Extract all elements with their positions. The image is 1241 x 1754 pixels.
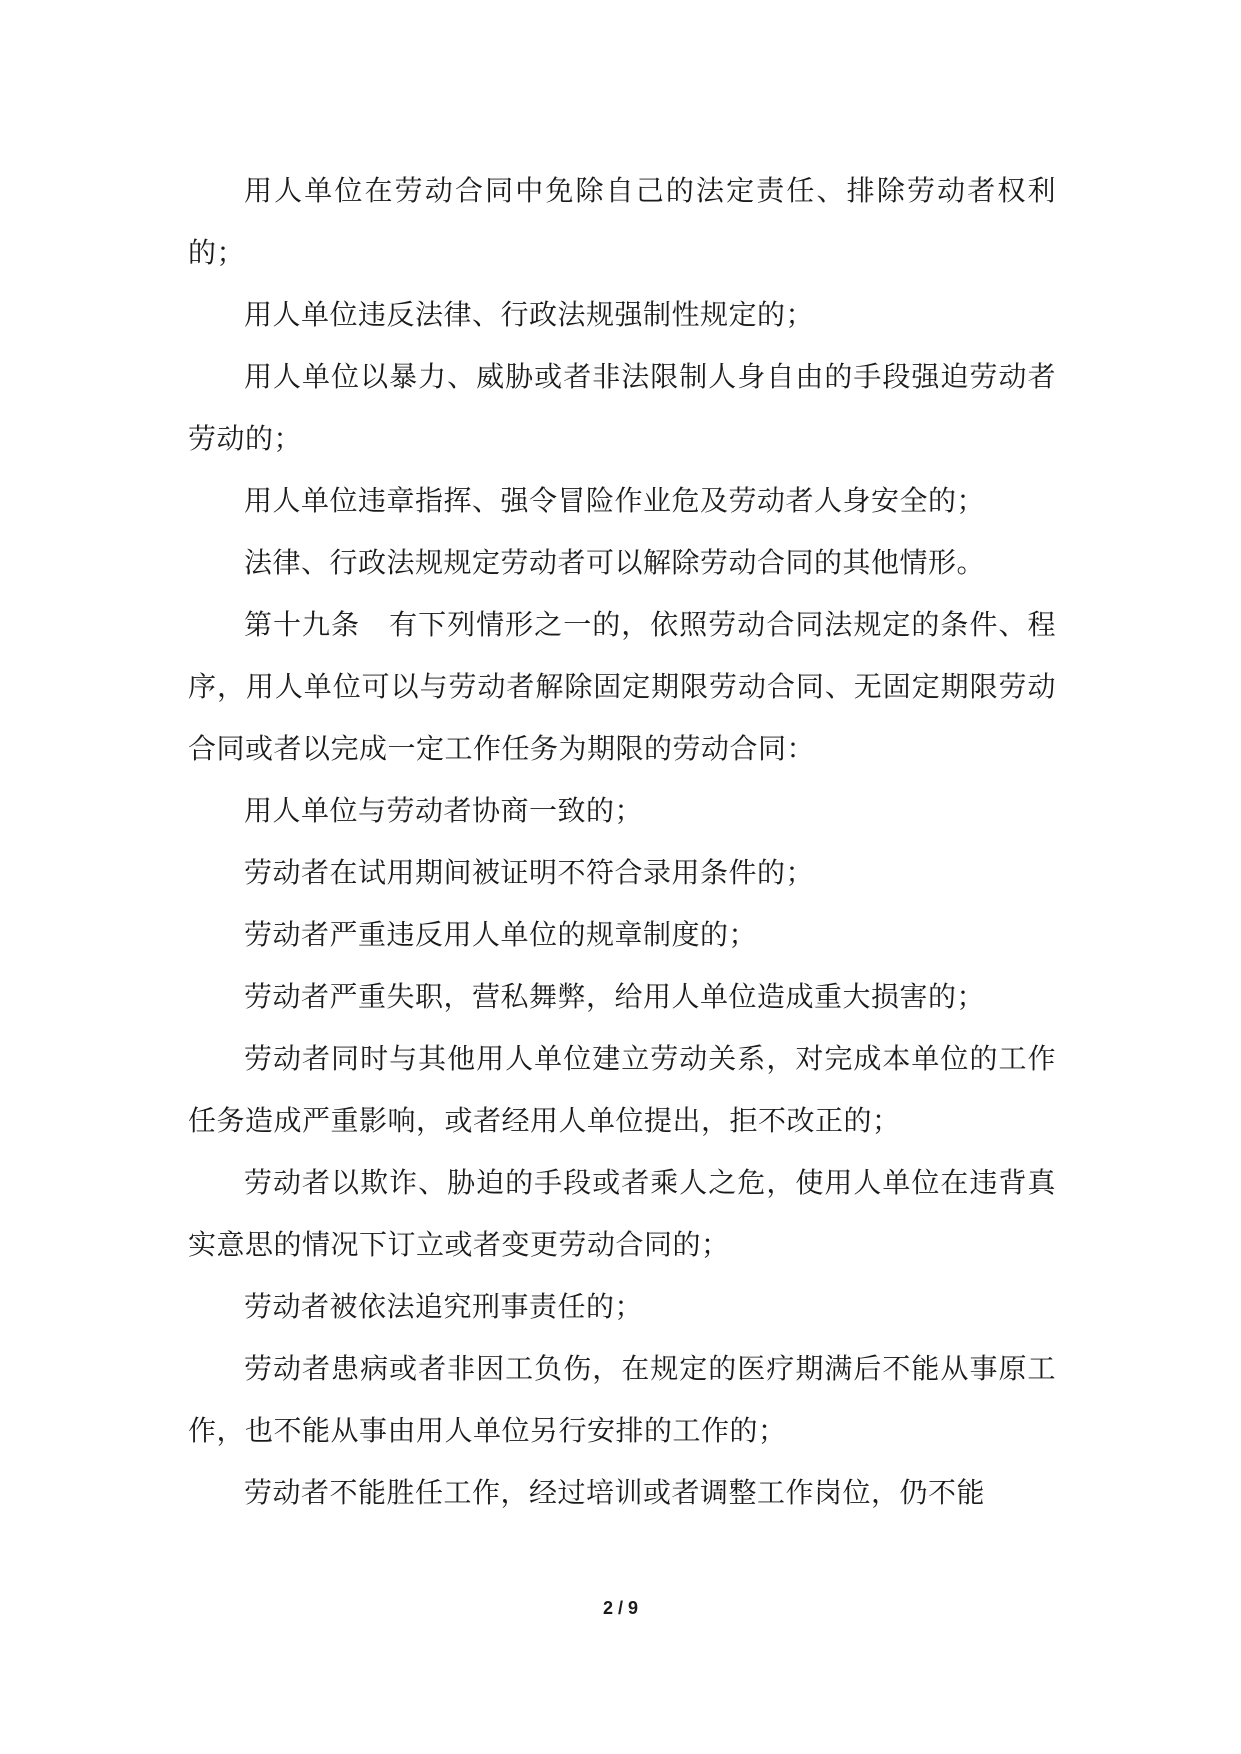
paragraph: 劳动者以欺诈、胁迫的手段或者乘人之危，使用人单位在违背真实意思的情况下订立或者变更劳动合同的； (188, 1166, 1056, 1261)
paragraph: 劳动者在试用期间被证明不符合录用条件的； (244, 856, 815, 889)
paragraph: 劳动者严重失职，营私舞弊，给用人单位造成重大损害的； (244, 980, 986, 1013)
article-paragraph: 第十九条 有下列情形之一的，依照劳动合同法规定的条件、程序，用人单位可以与劳动者解除固定期限劳动合同、无固定期限劳动合同或者以完成一定工作任务为期限的劳动合同： (188, 608, 1056, 765)
paragraph: 劳动者患病或者非因工负伤，在规定的医疗期满后不能从事原工作，也不能从事由用人单位另行安排的工作的； (188, 1352, 1056, 1447)
paragraph: 用人单位以暴力、威胁或者非法限制人身自由的手段强迫劳动者劳动的； (188, 360, 1056, 455)
paragraph: 用人单位违反法律、行政法规强制性规定的； (244, 298, 815, 331)
page-number: 2 / 9 (602, 1598, 639, 1618)
document-body (188, 160, 1056, 1524)
paragraph: 劳动者同时与其他用人单位建立劳动关系，对完成本单位的工作任务造成严重影响，或者经用人单位提出，拒不改正的； (188, 1042, 1056, 1137)
paragraph: 劳动者被依法追究刑事责任的； (244, 1290, 644, 1323)
paragraph: 用人单位违章指挥、强令冒险作业危及劳动者人身安全的； (244, 484, 986, 517)
paragraph: 法律、行政法规规定劳动者可以解除劳动合同的其他情形。 (244, 546, 986, 579)
paragraph: 用人单位在劳动合同中免除自己的法定责任、排除劳动者权利的； (188, 174, 1056, 269)
paragraph: 用人单位与劳动者协商一致的； (244, 794, 644, 827)
paragraph: 劳动者严重违反用人单位的规章制度的； (244, 918, 758, 951)
paragraph: 劳动者不能胜任工作，经过培训或者调整工作岗位，仍不能 (244, 1476, 986, 1509)
